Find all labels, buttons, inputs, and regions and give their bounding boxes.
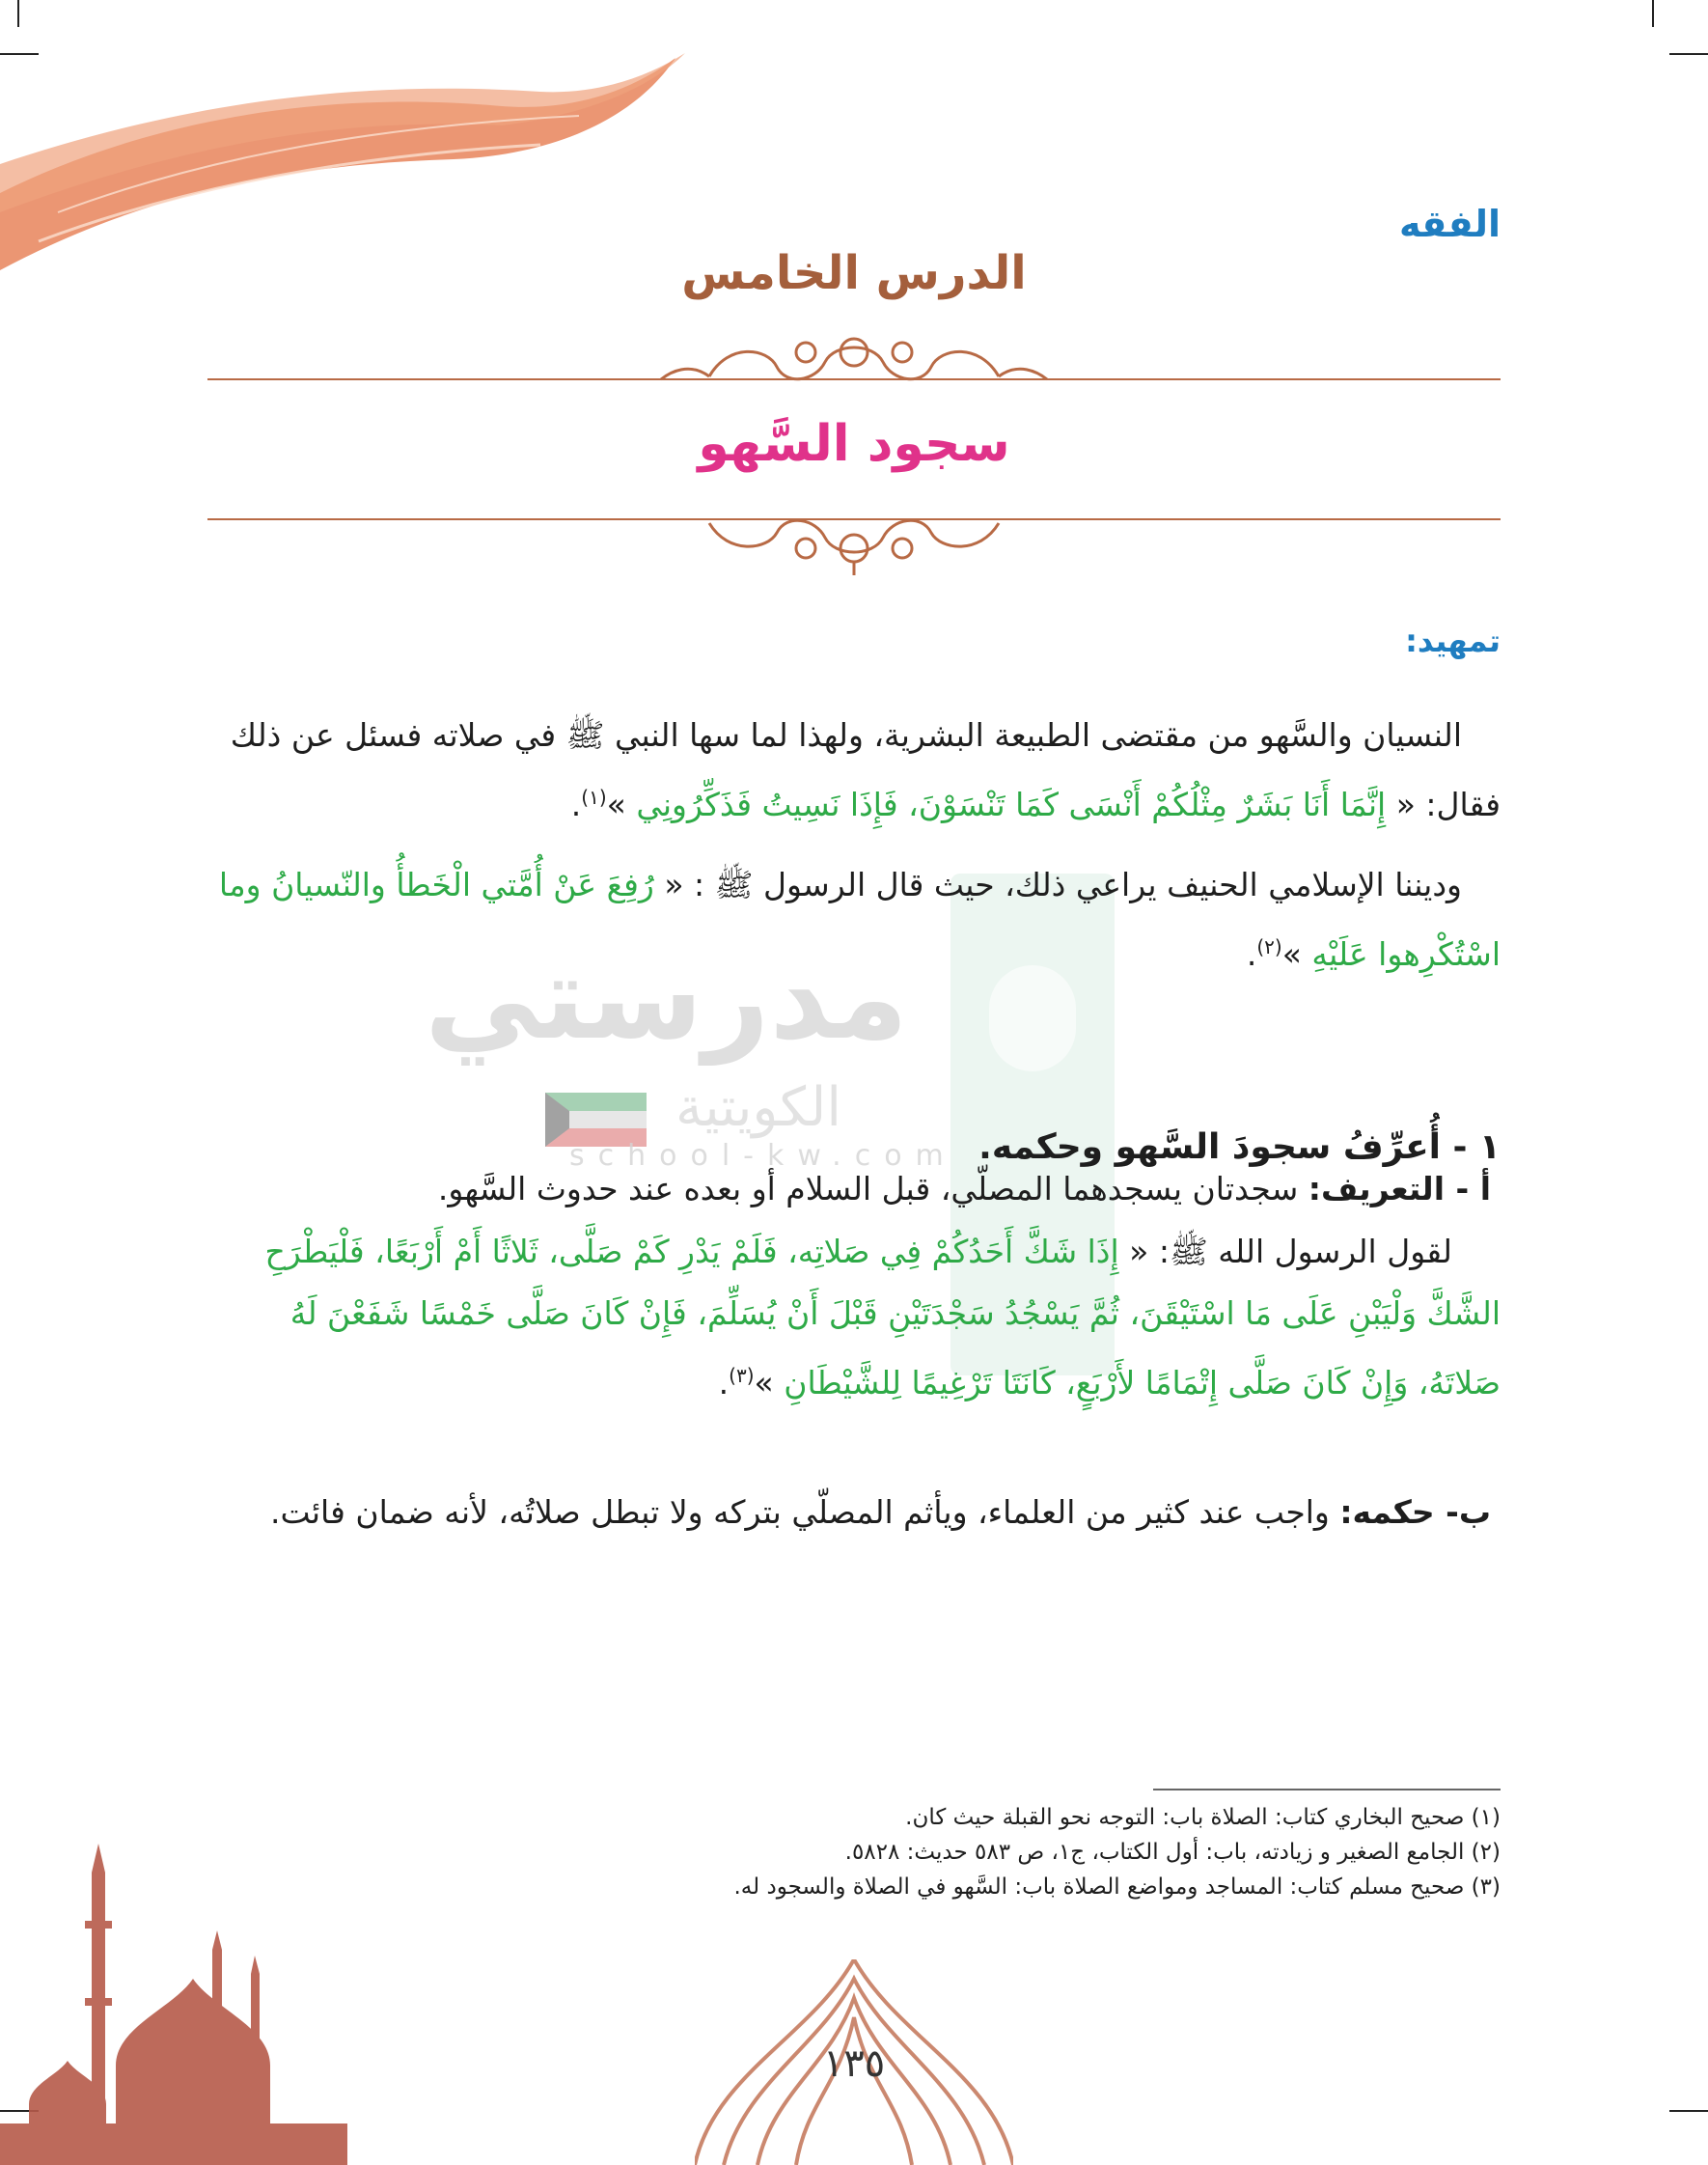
watermark-subtitle: الكويتية: [675, 1076, 841, 1139]
footnote-ref-2: (٢): [1256, 935, 1282, 958]
top-ornament-divider: [207, 323, 1501, 410]
intro-p1-close: »: [606, 786, 626, 823]
footnote-ref-3: (٣): [729, 1364, 755, 1387]
footnote-3: (٣) صحيح مسلم كتاب: المساجد ومواضع الصلاة باب: السَّهو في الصلاة والسجود له.: [733, 1874, 1501, 1900]
section-1-heading: ١ - أُعرِّفُ سجودَ السَّهو وحكمه.: [978, 1127, 1501, 1167]
watermark-name: مدرستي: [425, 931, 909, 1066]
intro-p2-hadith: رُفِعَ عَنْ أُمَّتي الْخَطأُ والنّسيانُ وما اسْتُكْرِهوا عَلَيْهِ: [218, 866, 1501, 973]
crop-mark: [1669, 53, 1708, 55]
ruling-text: واجب عند كثير من العلماء، ويأثم المصلّي بتركه ولا تبطل صلاتُه، لأنه ضمان فائت.: [269, 1493, 1330, 1531]
definition-hadith: لقول الرسول الله ﷺ: « إِذَا شَكَّ أَحَدُكُمْ فِي صَلاتِه، فَلَمْ يَدْرِ كَمْ صَلَّى، ثَلاثًا أَمْ أَرْبَعًا، فَلْيَطْرَحِ الشَّكَّ وَلْيَبْنِ عَلَى مَا اسْتَيْقَنَ، ثُمَّ يَسْجُدُ سَجْدَتَيْنِ قَبْلَ أَنْ يُسَلِّمَ، فَإِنْ كَانَ صَلَّى خَمْسًا شَفَعْنَ لَهُ صَلاتَهُ، وَإِنْ كَانَ صَلَّى إِتْمَامًا لأَرْبَعٍ، كَانَتَا تَرْغِيمًا لِلشَّيْطَانِ »$^{(٣)}$.: [264, 1233, 1501, 1402]
subject-label: الفقه: [1398, 203, 1501, 245]
lesson-number: الدرس الخامس: [681, 246, 1027, 300]
bottom-ornament-divider: [207, 492, 1501, 579]
decorative-swoosh: [0, 48, 695, 270]
watermark-domain: school-kw.com: [569, 1139, 957, 1173]
intro-p2-close: »: [1281, 935, 1302, 973]
intro-paragraph-2: وديننا الإسلامي الحنيف يراعي ذلك، حيث قال الرسول ﷺ : « رُفِعَ عَنْ أُمَّتي الْخَطأُ والنّسيانُ وما اسْتُكْرِهوا عَلَيْهِ »$^{(٢)}$.: [218, 866, 1501, 973]
mosque-silhouette: [0, 1834, 347, 2165]
intro-heading: تمهيد:: [1405, 623, 1501, 659]
intro-paragraph-1: النسيان والسَّهو من مقتضى الطبيعة البشرية، ولهذا لما سها النبي ﷺ في صلاته فسئل عن ذلك فقال: « إِنَّمَا أَنَا بَشَرٌ مِثْلُكُمْ أَنْسَى كَمَا تَنْسَوْنَ، فَإِذَا نَسِيتُ فَذَكِّرُونِي »$^{(١)}$.: [230, 716, 1501, 823]
crop-mark: [1652, 0, 1654, 27]
definition-label: أ - التعريف:: [1308, 1170, 1491, 1207]
ruling-label: ب- حكمه:: [1339, 1493, 1491, 1531]
intro-p2-text: وديننا الإسلامي الحنيف يراعي ذلك، حيث قال الرسول ﷺ : «: [664, 866, 1462, 903]
definition-line: [207, 1158, 1501, 1220]
footnote-ref-1: (١): [581, 786, 607, 809]
page-number: ١٣٥: [822, 2041, 886, 2086]
crop-mark: [17, 0, 19, 27]
hadith-close: »: [754, 1364, 774, 1402]
lesson-title: سجود السَّهو: [698, 415, 1010, 473]
intro-p1-text: النسيان والسَّهو من مقتضى الطبيعة البشرية، ولهذا لما سها النبي ﷺ في صلاته فسئل عن ذلك فقال: «: [230, 716, 1501, 823]
definition-text: سجدتان يسجدهما المصلّي، قبل السلام أو بعده عند حدوث السَّهو.: [437, 1170, 1299, 1207]
footnote-2: (٢) الجامع الصغير و زيادته، باب: أول الكتاب، ج١، ص ٥٨٣ حديث: ٥٨٢٨.: [844, 1840, 1501, 1865]
crop-mark: [1669, 2110, 1708, 2112]
hadith-intro: لقول الرسول الله ﷺ: «: [1129, 1233, 1452, 1270]
hadith-text: إِذَا شَكَّ أَحَدُكُمْ فِي صَلاتِه، فَلَمْ يَدْرِ كَمْ صَلَّى، ثَلاثًا أَمْ أَرْبَعًا، فَلْيَطْرَحِ الشَّكَّ وَلْيَبْنِ عَلَى مَا اسْتَيْقَنَ، ثُمَّ يَسْجُدُ سَجْدَتَيْنِ قَبْلَ أَنْ يُسَلِّمَ، فَإِنْ كَانَ صَلَّى خَمْسًا شَفَعْنَ لَهُ صَلاتَهُ، وَإِنْ كَانَ صَلَّى إِتْمَامًا لأَرْبَعٍ، كَانَتَا تَرْغِيمًا لِلشَّيْطَانِ: [264, 1233, 1501, 1402]
footnote-separator: [1153, 1788, 1501, 1791]
footnote-1: (١) صحيح البخاري كتاب: الصلاة باب: التوجه نحو القبلة حيث كان.: [905, 1805, 1501, 1830]
ruling-paragraph: [207, 1482, 1501, 1543]
intro-p1-hadith: إِنَّمَا أَنَا بَشَرٌ مِثْلُكُمْ أَنْسَى كَمَا تَنْسَوْنَ، فَإِذَا نَسِيتُ فَذَكِّرُونِي: [636, 786, 1387, 823]
